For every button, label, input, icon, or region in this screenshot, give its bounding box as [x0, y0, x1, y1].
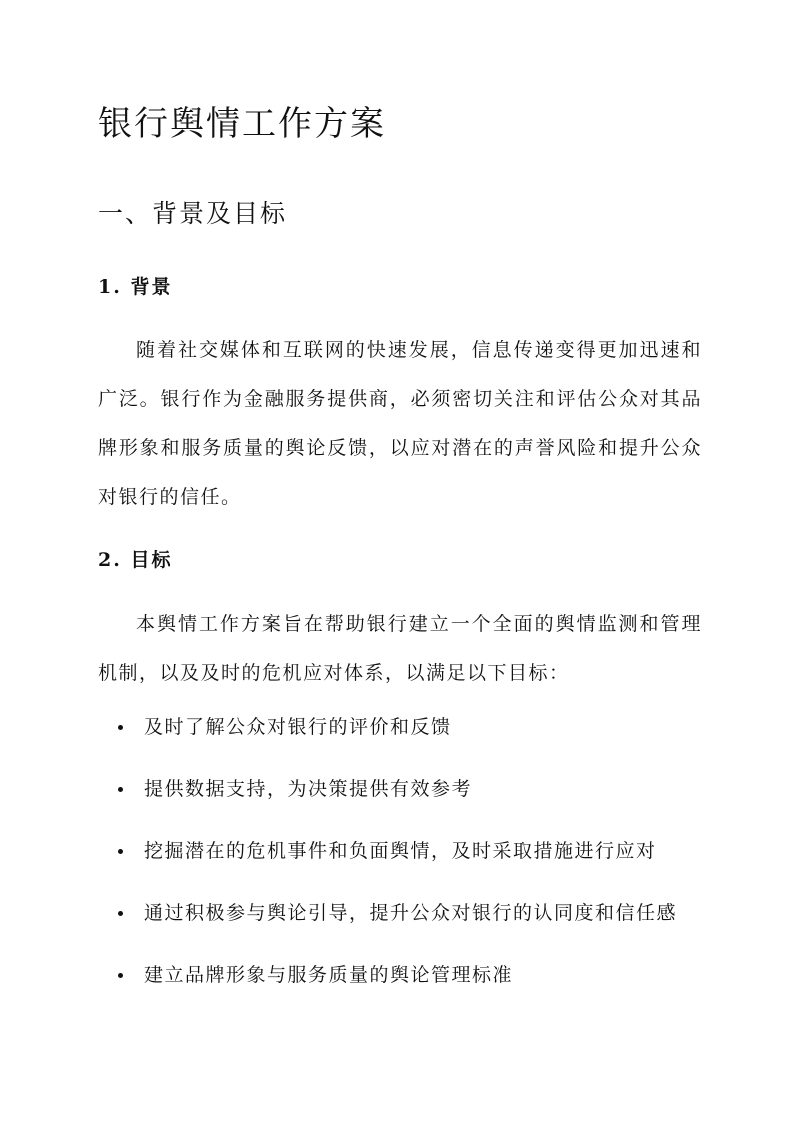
goals-paragraph: 本舆情工作方案旨在帮助银行建立一个全面的舆情监测和管理机制，以及及时的危机应对体系，以满足以下目标： — [98, 613, 702, 684]
bullet-icon — [118, 973, 123, 978]
subheading-goals: 2. 目标 — [98, 549, 173, 571]
list-item-text: 挖掘潜在的危机事件和负面舆情，及时采取措施进行应对 — [144, 840, 657, 862]
bullet-icon — [118, 725, 123, 730]
document-title: 银行舆情工作方案 — [98, 104, 386, 144]
subheading-background: 1. 背景 — [98, 276, 173, 298]
bullet-icon — [118, 787, 123, 792]
bullet-icon — [118, 849, 123, 854]
list-item-text: 通过积极参与舆论引导，提升公众对银行的认同度和信任感 — [144, 902, 678, 924]
bullet-icon — [118, 911, 123, 916]
list-item-text: 提供数据支持，为决策提供有效参考 — [144, 778, 473, 800]
background-paragraph: 随着社交媒体和互联网的快速发展，信息传递变得更加迅速和广泛。银行作为金融服务提供商，必须密切关注和评估公众对其品牌形象和服务质量的舆论反馈，以应对潜在的声誉风险和提升公众对银行的信任。 — [98, 339, 702, 508]
list-item-text: 及时了解公众对银行的评价和反馈 — [144, 716, 452, 738]
section-heading-background-goals: 一、背景及目标 — [98, 199, 288, 228]
list-item-text: 建立品牌形象与服务质量的舆论管理标准 — [144, 964, 514, 986]
